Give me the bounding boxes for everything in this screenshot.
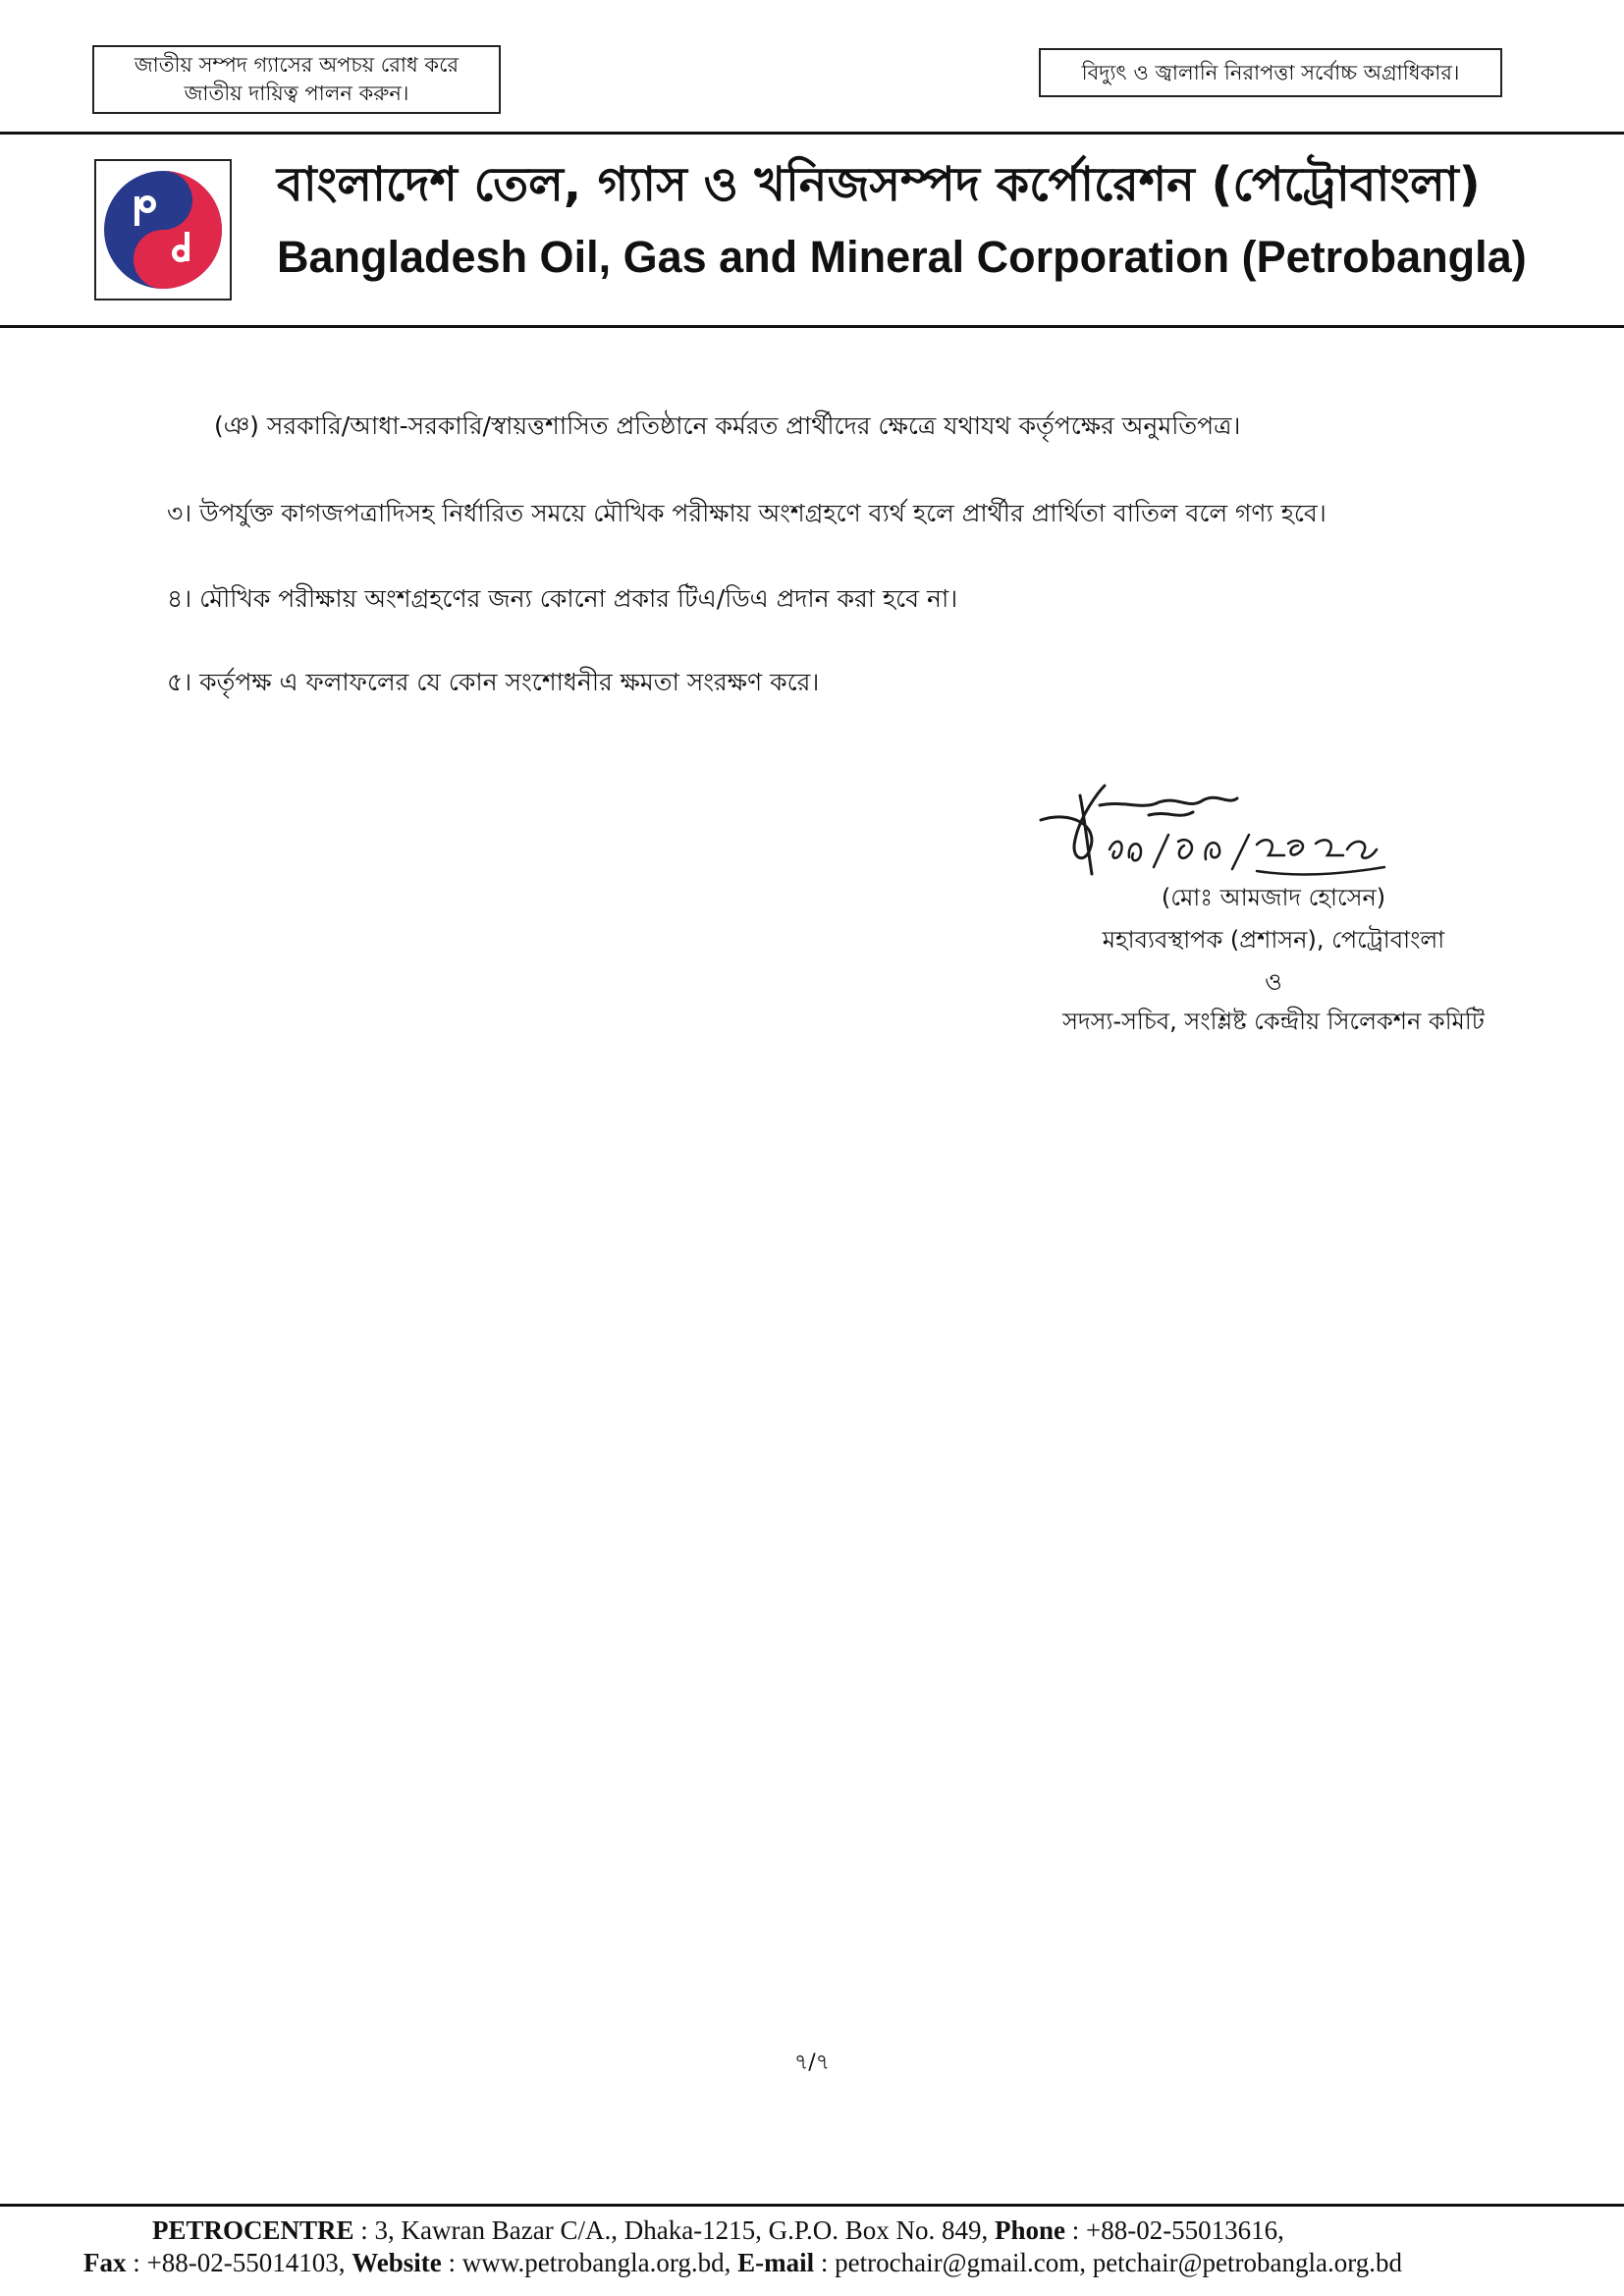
footer-website-label: Website	[352, 2248, 442, 2277]
slogan-left-line2: জাতীয় দায়িত্ব পালন করুন।	[184, 82, 409, 105]
paragraph-item-4: ৪। মৌখিক পরীক্ষায় অংশগ্রহণের জন্য কোনো প্রকার টিএ/ডিএ প্রদান করা হবে না।	[167, 584, 958, 613]
footer-divider	[0, 2204, 1624, 2207]
org-name-english: Bangladesh Oil, Gas and Mineral Corporation (Petrobangla)	[277, 232, 1527, 282]
footer-email-value: : petrochair@gmail.com, petchair@petrobangla.org.bd	[814, 2248, 1402, 2277]
header-top-divider	[0, 132, 1624, 135]
petrobangla-logo-icon	[102, 169, 224, 291]
footer-phone-value: : +88-02-55013616,	[1064, 2215, 1284, 2245]
footer-fax-label: Fax	[83, 2248, 127, 2277]
paragraph-item-3: ৩। উপর্যুক্ত কাগজপত্রাদিসহ নির্ধারিত সময়ে মৌখিক পরীক্ষায় অংশগ্রহণে ব্যর্থ হলে প্রার্থীর প্রার্থিতা বাতিল বলে গণ্য হবে।	[167, 499, 1326, 527]
footer-phone-label: Phone	[994, 2215, 1065, 2245]
slogan-box-right	[1039, 48, 1502, 97]
footer-contact-line	[83, 2248, 1402, 2278]
logo-frame	[94, 159, 232, 301]
signatory-committee-role: সদস্য-সচিব, সংশ্লিষ্ট কেন্দ্রীয় সিলেকশন কমিটি	[1062, 1008, 1485, 1035]
org-name-bangla: বাংলাদেশ তেল, গ্যাস ও খনিজসম্পদ কর্পোরেশন (পেট্রোবাংলা)	[277, 157, 1481, 212]
page-number: ৭/৭	[793, 2050, 831, 2075]
slogan-box-left	[92, 45, 501, 114]
footer-email-label: E-mail	[737, 2248, 815, 2277]
signatory-name: (মোঃ আমজাদ হোসেন)	[1161, 884, 1386, 911]
header-bottom-divider	[0, 325, 1624, 328]
signatory-title: মহাব্যবস্থাপক (প্রশাসন), পেট্রোবাংলা	[1102, 926, 1445, 954]
signatory-conjunction: ও	[1265, 968, 1282, 996]
handwritten-signature-icon	[1031, 781, 1404, 889]
footer-petrocentre-label: PETROCENTRE	[152, 2215, 354, 2245]
footer-website-value: : www.petrobangla.org.bd,	[441, 2248, 738, 2277]
footer-address-line	[152, 2215, 1284, 2246]
footer-address: : 3, Kawran Bazar C/A., Dhaka-1215, G.P.O. Box No. 849,	[353, 2215, 995, 2245]
footer-fax-value: : +88-02-55014103,	[126, 2248, 352, 2277]
paragraph-item-5: ৫। কর্তৃপক্ষ এ ফলাফলের যে কোন সংশোধনীর ক্ষমতা সংরক্ষণ করে।	[167, 668, 820, 696]
paragraph-permission-letter: (ঞ) সরকারি/আধা-সরকারি/স্বায়ত্তশাসিত প্রতিষ্ঠানে কর্মরত প্রার্থীদের ক্ষেত্রে যথাযথ কর্তৃপক্ষের অনুমতিপত্র।	[214, 411, 1241, 440]
slogan-right-text: বিদ্যুৎ ও জ্বালানি নিরাপত্তা সর্বোচ্চ অগ্রাধিকার।	[1081, 61, 1460, 84]
slogan-left-line1: জাতীয় সম্পদ গ্যাসের অপচয় রোধ করে	[134, 53, 460, 77]
